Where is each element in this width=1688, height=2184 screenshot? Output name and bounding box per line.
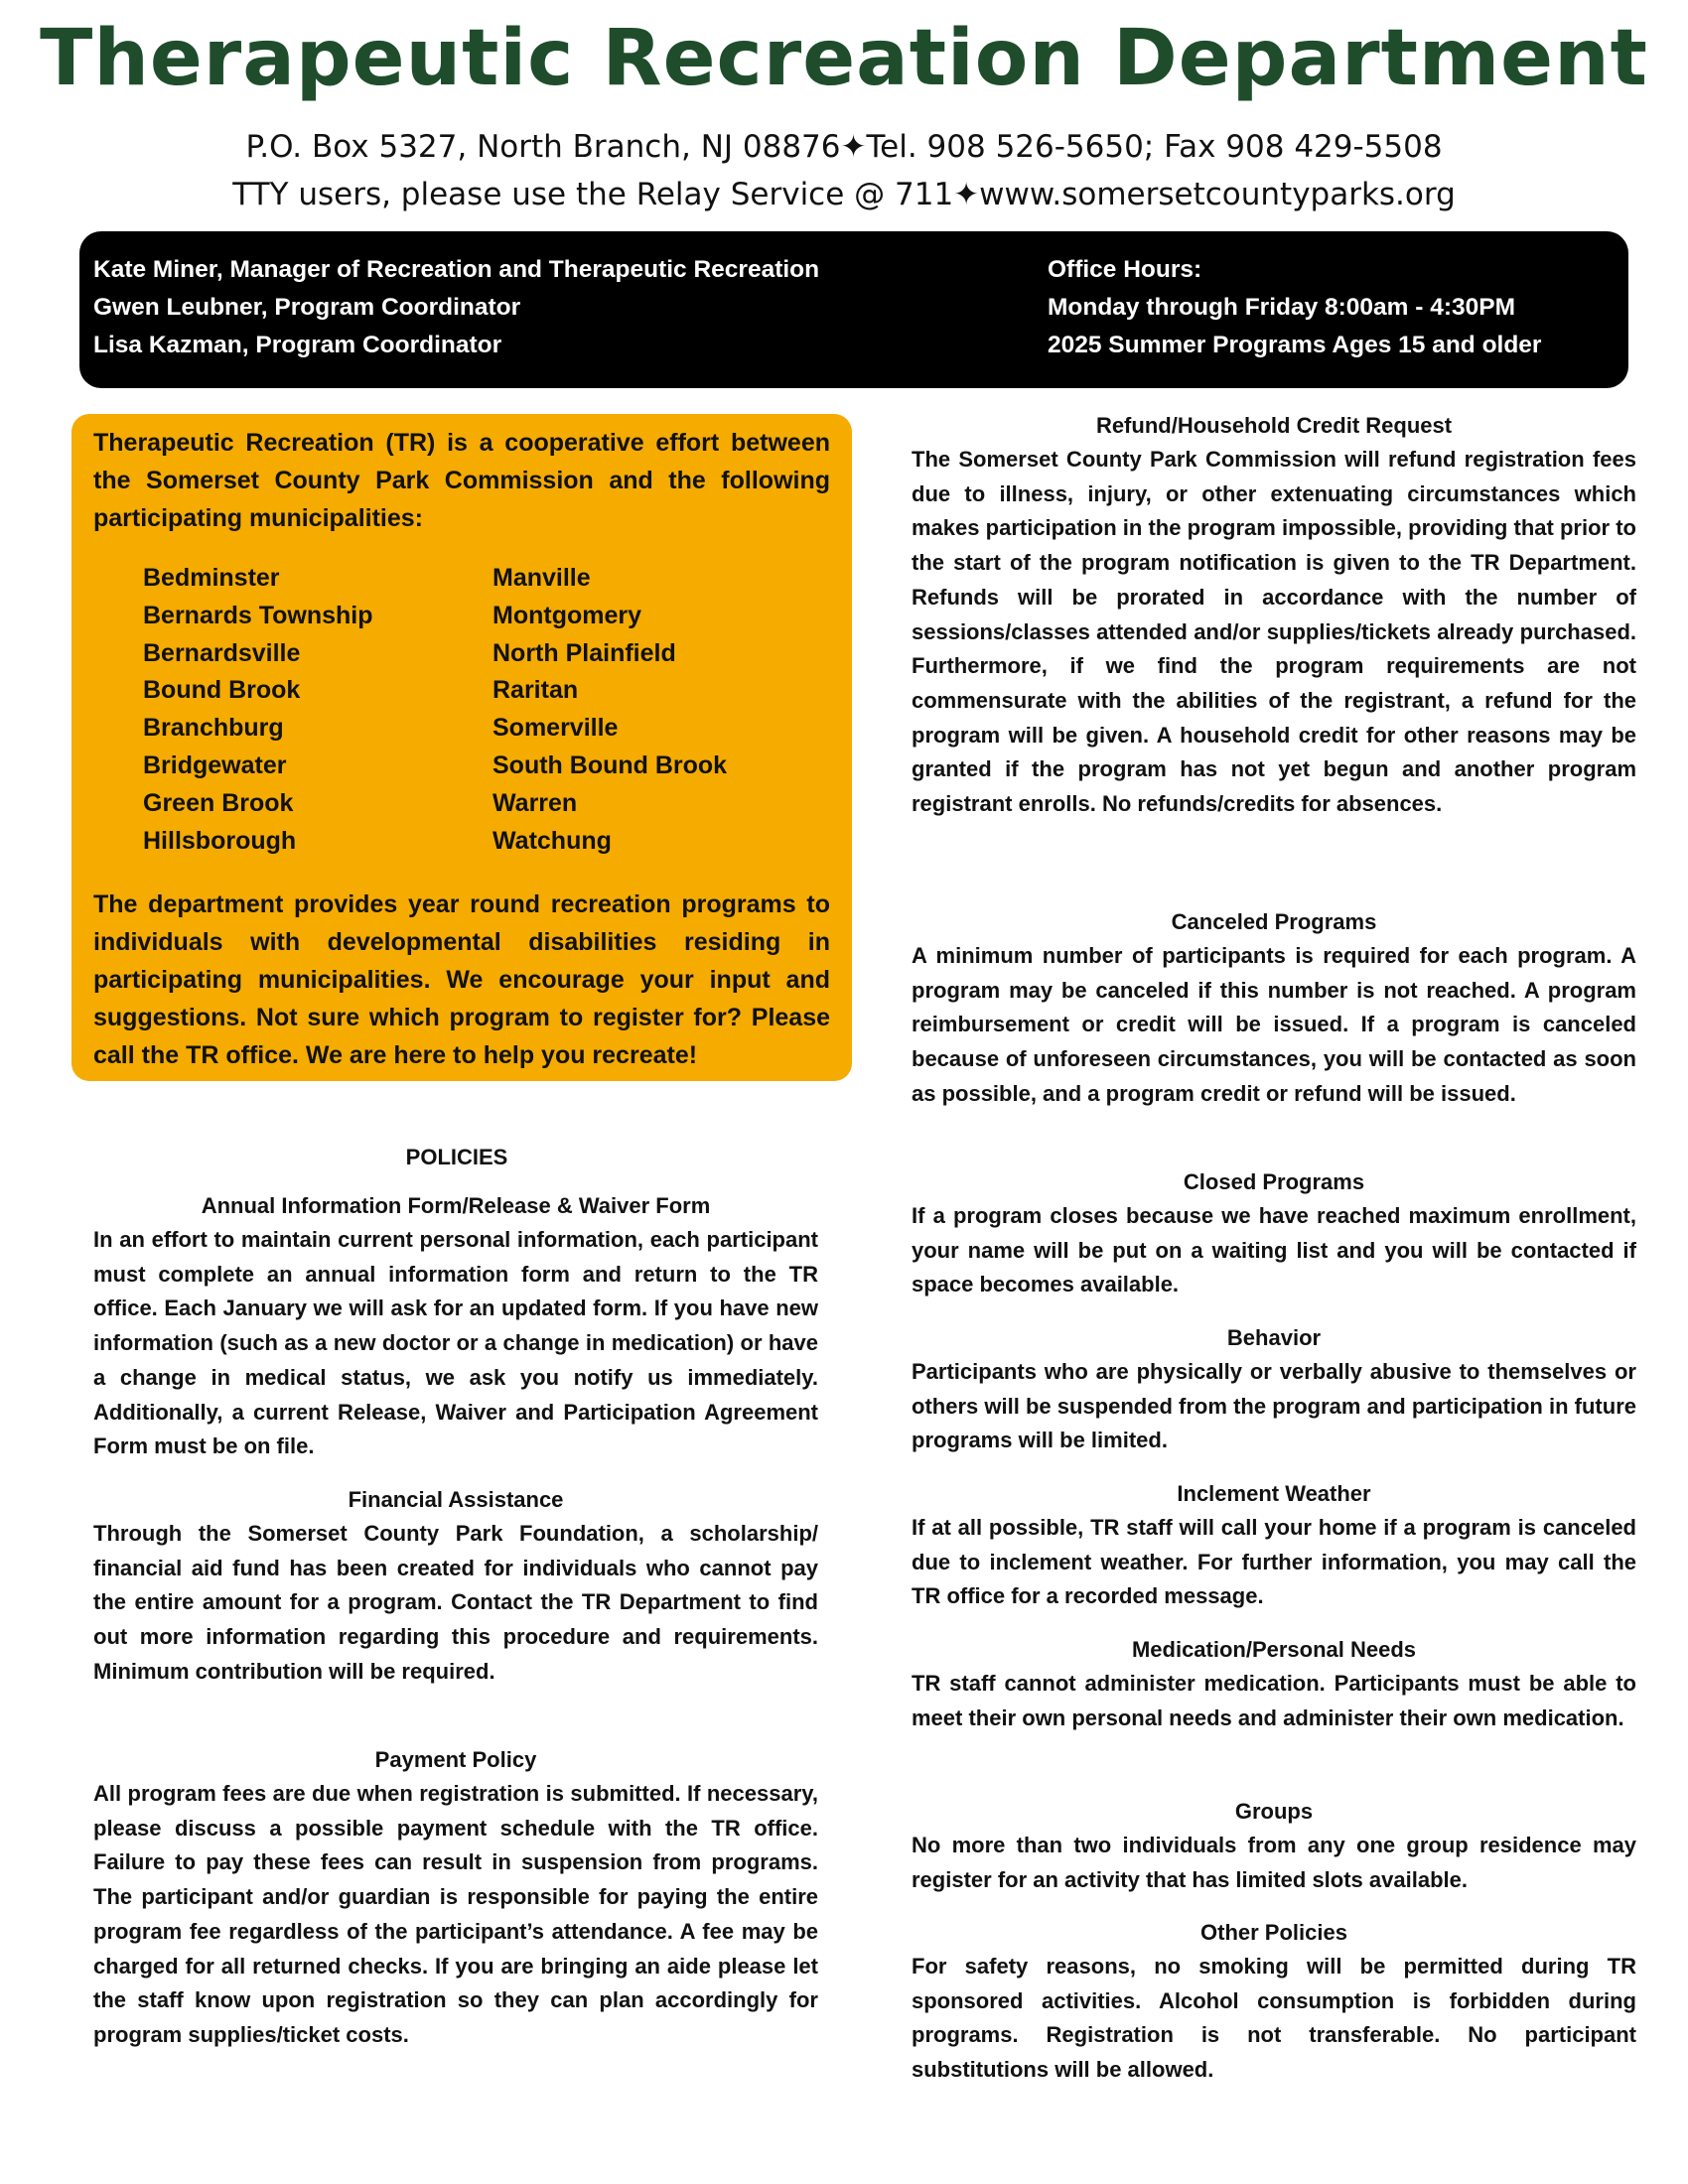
municipality-item: Warren: [492, 788, 578, 817]
contact-tty-website: TTY users, please use the Relay Service @ 711✦www.somersetcountyparks.org: [232, 177, 1456, 212]
policy-body: All program fees are due when registration is submitted. If necessary, please discuss a possible payment schedule with the TR office. Failure to pay these fees can result in suspension from programs. The participant and/or guardian is responsible for paying the entire program fee regardless of the participant’s attendance. A fee may be charged for all returned checks. If you are bringing an aide please let the staff know upon registration so they can plan accordingly for program supplies/ticket costs.: [93, 1781, 818, 2047]
policy-annual-form: [93, 1189, 818, 1464]
policy-medication: [912, 1633, 1636, 1735]
policy-body: Through the Somerset County Park Foundation, a scholarship/ financial aid fund has been created for individuals who cannot pay the entire amount for a program. Contact the TR Department to find out more information regarding this procedure and requirements. Minimum contribution will be required.: [93, 1521, 818, 1684]
intro-box: [71, 414, 852, 1081]
staff-coordinator-1: Gwen Leubner, Program Coordinator: [93, 294, 521, 321]
policy-body: For safety reasons, no smoking will be permitted during TR sponsored activities. Alcohol consumption is forbidden during programs. Registration is not transferable. No participant substitutions will be allowed.: [912, 1954, 1636, 2083]
policy-body: If a program closes because we have reached maximum enrollment, your name will be put on a waiting list and you will be contacted if space becomes available.: [912, 1203, 1636, 1297]
policy-body: In an effort to maintain current personal information, each participant must complete an annual information form and return to the TR office. Each January we will ask for an updated form. If you have new information (such as a new doctor or a change in medication) or have a change in medical status, we ask you notify us immediately. Additionally, a current Release, Waiver and Participation Agreement Form must be on file.: [93, 1227, 818, 1459]
policy-payment: [93, 1743, 818, 2053]
municipality-item: Green Brook: [143, 788, 294, 817]
policy-body: No more than two individuals from any one group residence may register for an activity that has limited slots available.: [912, 1833, 1636, 1892]
municipality-item: South Bound Brook: [492, 751, 728, 779]
municipality-item: Hillsborough: [143, 826, 297, 855]
policy-heading: Canceled Programs: [1171, 909, 1377, 934]
municipality-item: Montgomery: [492, 601, 641, 629]
policy-heading: Other Policies: [1200, 1920, 1347, 1945]
municipality-item: Raritan: [492, 676, 579, 705]
policy-heading: Annual Information Form/Release & Waiver Form: [201, 1193, 711, 1218]
policy-body: Participants who are physically or verbally abusive to themselves or others will be suspended from the program and participation in future programs will be limited.: [912, 1359, 1636, 1453]
page-title: Therapeutic Recreation Department: [40, 14, 1648, 103]
municipality-item: Bridgewater: [143, 751, 287, 779]
policy-heading: Inclement Weather: [1177, 1481, 1371, 1506]
office-hours-label: Office Hours:: [1048, 256, 1202, 283]
staff-list: [93, 251, 819, 364]
department-description: The department provides year round recreation programs to individuals with developmental disabilities residing in participating municipalities. We encourage your input and suggestions. Not sure which program to register for? Please call the TR office. We are here to help you recreate!: [93, 890, 830, 1069]
staff-manager: Kate Miner, Manager of Recreation and Therapeutic Recreation: [93, 256, 820, 283]
policy-groups: [912, 1795, 1636, 1897]
intro-text: Therapeutic Recreation (TR) is a cooperative effort between the Somerset County Park Commission and the following participating municipalities:: [93, 429, 830, 532]
policy-inclement-weather: [912, 1477, 1636, 1614]
policy-heading: Payment Policy: [374, 1747, 537, 1772]
municipality-item: Bound Brook: [143, 676, 301, 705]
staff-info-bar: [79, 231, 1628, 388]
policy-body: TR staff cannot administer medication. Participants must be able to meet their own personal needs and administer their own medication.: [912, 1671, 1636, 1730]
municipality-column-2: [492, 560, 727, 860]
municipality-column-1: [143, 560, 373, 860]
policy-heading: Behavior: [1226, 1325, 1322, 1350]
policy-other: [912, 1916, 1636, 2088]
office-hours-days: Monday through Friday 8:00am - 4:30PM: [1048, 294, 1516, 321]
policy-financial-assistance: [93, 1483, 818, 1690]
municipality-item: Bedminster: [143, 564, 280, 592]
policy-body: The Somerset County Park Commission will refund registration fees due to illness, injury, or other extenuating circumstances which makes participation in the program impossible, providing that prior to the start of the program notification is given to the TR Department. Refunds will be prorated in accordance with the number of sessions/classes attended and/or supplies/tickets already purchased. Furthermore, if we find the program requirements are not commensurate with the abilities of the registrant, a refund for the program will be given. A household credit for other reasons may be granted if the program has not yet begun and another program registrant enrolls. No refunds/credits for absences.: [912, 447, 1636, 817]
policies-heading: POLICIES: [405, 1145, 508, 1169]
policy-refund: [912, 409, 1636, 822]
municipality-item: Branchburg: [143, 714, 284, 743]
municipality-item: Manville: [492, 564, 591, 592]
policy-heading: Refund/Household Credit Request: [1095, 413, 1453, 438]
policy-heading: Closed Programs: [1183, 1169, 1365, 1194]
staff-coordinator-2: Lisa Kazman, Program Coordinator: [93, 332, 502, 358]
contact-address-phone: P.O. Box 5327, North Branch, NJ 08876✦Tel. 908 526-5650; Fax 908 429-5508: [245, 129, 1443, 165]
policy-body: A minimum number of participants is required for each program. A program may be canceled if this number is not reached. A program reimbursement or credit will be issued. If a program is canceled because of unforeseen circumstances, you will be contacted as soon as possible, and a program credit or refund will be issued.: [912, 943, 1636, 1106]
municipality-item: Bernards Township: [143, 601, 373, 629]
policy-heading: Financial Assistance: [348, 1487, 564, 1512]
policy-canceled-programs: [912, 905, 1636, 1112]
municipality-item: North Plainfield: [492, 638, 676, 667]
policy-heading: Groups: [1234, 1799, 1314, 1824]
municipality-item: Somerville: [492, 714, 619, 743]
summer-programs-note: 2025 Summer Programs Ages 15 and older: [1048, 332, 1542, 358]
office-hours: [1048, 251, 1541, 364]
policy-closed-programs: [912, 1165, 1636, 1302]
policy-body: If at all possible, TR staff will call your home if a program is canceled due to inclement weather. For further information, you may call the TR office for a recorded message.: [912, 1515, 1636, 1609]
policy-behavior: [912, 1321, 1636, 1458]
municipality-item: Bernardsville: [143, 638, 301, 667]
municipality-item: Watchung: [492, 826, 612, 855]
policy-heading: Medication/Personal Needs: [1131, 1637, 1417, 1662]
